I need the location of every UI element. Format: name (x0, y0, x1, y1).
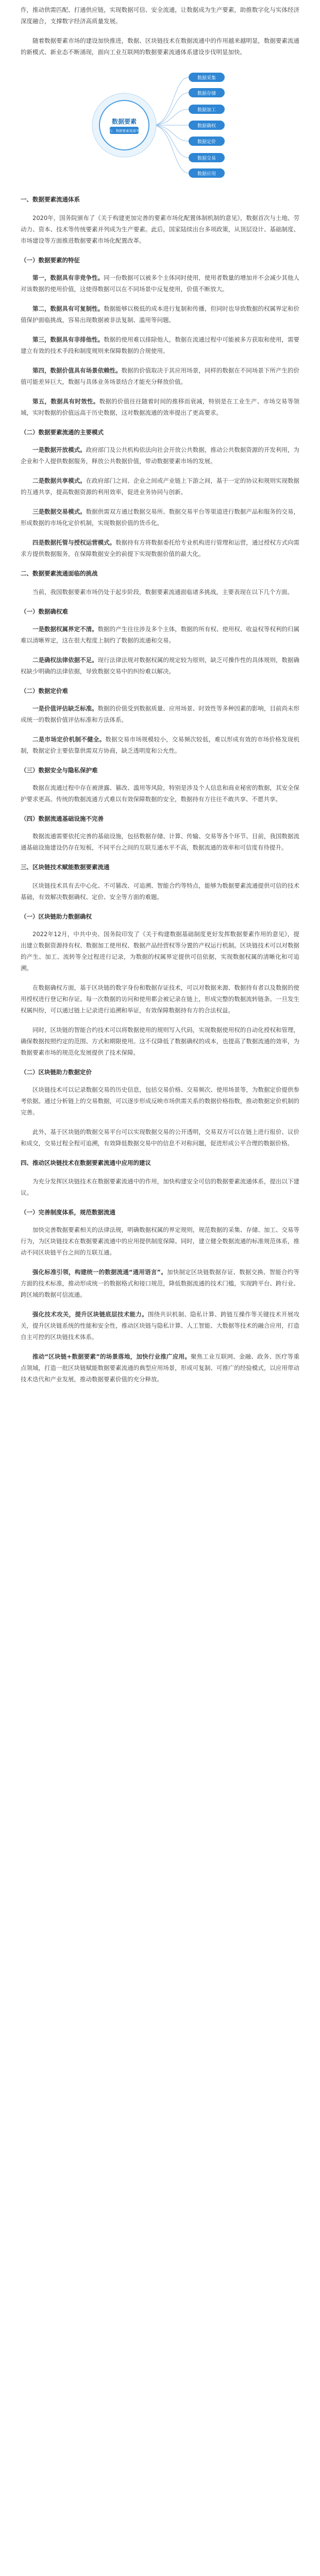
paragraph-text: 围绕共识机制、隐私计算、跨链互操作等关键技术开展攻关，提升区块链系统的性能和安全性，推动区块链与隐私计算、人工智能、大数据等技术的融合应用，打造自主可控的区块链技术体系。 (21, 1311, 300, 1341)
paragraph-lead: 强化技术攻关，提升区块链底层技术能力。 (32, 1311, 148, 1318)
paragraph: 加快完善数据要素相关的法律法规，明确数据权属的界定规则，规范数据的采集、存储、加工、交易等行为，为区块链技术在数据要素流通中的应用提供制度保障。同时，建立健全数据流通的标准规范体系，推动不同区块链平台之间的互联互通。 (21, 1226, 299, 1256)
paragraph-lead: 二是数据共享模式。 (32, 477, 86, 484)
paragraph (21, 272, 299, 295)
paragraph: 同时，区块链的智能合约技术可以将数据使用的规则写入代码，实现数据使用权的自动化授权和管理，确保数据按照约定的范围、方式和期限使用。这不仅降低了数据确权的成本，也提高了数据流通的效率，为数据要素市场的规范化发展提供了技术保障。 (21, 1026, 299, 1056)
subsection-heading: （二）数据要素流通的主要模式 (21, 429, 104, 436)
paragraph-text: 数据能够以极低的成本进行复制和传播，但同时也导致数据的权属界定和价值保护面临挑战，容易出现数据被非法复制、滥用等问题。 (21, 305, 300, 324)
diagram-node (189, 153, 225, 162)
paragraph: 区块链技术可以记录数据交易的历史信息，包括交易价格、交易频次、使用场景等，为数据定价提供参考依据。通过分析链上的交易数据，可以逐步形成反映市场供需关系的数据价格指数，推动数据定价机制的完善。 (21, 1086, 299, 1116)
paragraph-text: 聚焦工业互联网、金融、政务、医疗等重点领域，打造一批区块链赋能数据要素流通的典型应用场景，形成可复制、可推广的经验模式，以应用带动技术迭代和产业发展，推动数据要素价值的充分释放。 (21, 1353, 300, 1383)
data-flow-diagram (83, 66, 238, 184)
connector-lines (153, 77, 189, 173)
paragraph-lead: 二是市场定价机制不健全。 (32, 736, 106, 743)
diagram-node (189, 121, 225, 130)
paragraph (21, 623, 299, 646)
paragraph: 数据流通需要依托完善的基础设施，包括数据存储、计算、传输、交易等各个环节。目前，我国数据流通基础设施建设仍存在短板，不同平台之间的互联互通水平不高，数据流通的效率和可信度有待提升。 (21, 833, 299, 851)
paragraph-lead: 第一，数据具有非竞争性。 (32, 274, 104, 281)
subsection-heading: （一）数据确权难 (21, 608, 68, 615)
paragraph (21, 475, 299, 498)
paragraph (21, 654, 299, 677)
paragraph-text: 数据的价值往往随着时间的推移而衰减，特别是在工业生产、市场交易等领域，实时数据的价值远高于历史数据，这对数据流通的效率提出了更高要求。 (21, 398, 300, 416)
paragraph: 为充分发挥区块链技术在数据要素流通中的作用，加快构建安全可信的数据要素流通体系，提出以下建议。 (21, 1178, 299, 1196)
node-label: 数据确权 (197, 124, 216, 129)
paragraph-lead: 一是数据开放模式。 (32, 446, 86, 453)
node-label: 数据采集 (197, 76, 216, 81)
paragraph-text: 现行法律法规对数据权属的规定较为原则，缺乏可操作性的具体规则，数据确权缺少明确的法律依据，导致数据交易中的纠纷难以解决。 (21, 656, 299, 675)
paragraph (21, 1351, 299, 1385)
node-label: 数据存储 (197, 91, 216, 96)
subsection-heading: （四）数据流通基础设施不完善 (21, 815, 104, 822)
paragraph (21, 365, 299, 387)
paragraph (21, 1266, 299, 1300)
paragraph-lead: 第四，数据价值具有场景依赖性。 (32, 367, 122, 374)
paragraph-lead: 强化标准引领，构建统一的数据流通“通用语言”。 (32, 1268, 167, 1276)
subsection-heading: （二）区块链助力数据定价 (21, 1069, 92, 1076)
paragraph-lead: 一是数据权属界定不清。 (32, 625, 98, 633)
paragraph-text: 数据的使用难以排除他人，数据在流通过程中可能被多方获取和使用，需要建立有效的技术手段和制度规则来保障数据的合规使用。 (21, 336, 300, 354)
paragraph-text: 数据持有方将数据委托给专业机构进行管理和运营，通过授权方式向需求方提供数据服务，在保障数据安全的前提下实现数据价值的最大化。 (21, 539, 300, 557)
paragraph (21, 1309, 299, 1343)
paragraph: 2022年12月，中共中央、国务院印发了《关于构建数据基础制度更好发挥数据要素作用的意见》，提出建立数据资源持有权、数据加工使用权、数据产品经营权等分置的产权运行机制。区块链技术可以对数据的产生、加工、流转等全过程进行记录，为数据的权属界定提供可信依据，实现数据权属的清晰化和可追溯。 (21, 930, 299, 972)
paragraph: 此外，基于区块链的数据交易平台可以实现数据交易的公开透明，交易双方可以在链上进行报价、议价和成交，交易过程全程可追溯，有效降低数据交易中的信息不对称问题，促进形成公平合理的数据价格。 (21, 1128, 299, 1147)
diagram-node (189, 137, 225, 146)
section-heading: 一、数据要素流通体系 (21, 196, 80, 203)
diagram-svg (83, 66, 238, 184)
paragraph (21, 703, 299, 725)
paragraph-text: 数据的价值受到数据质量、应用场景、时效性等多种因素的影响，目前尚未形成统一的数据价值评估标准和方法体系。 (21, 705, 299, 723)
paragraph (21, 506, 299, 529)
center-subtitle: 算力、数据要素流通平台 (105, 129, 143, 133)
paragraph-lead: 一是价值评估缺乏标准。 (32, 705, 98, 712)
intro-paragraph-1: 作，推动供需匹配、打通供应链，实现数据可信、安全流通，让数据成为生产要素，助推数字化与实体经济深度融合，支撑数字经济高质量发展。 (21, 6, 299, 25)
center-title: 数据要素 (111, 118, 137, 125)
paragraph (21, 444, 299, 467)
diagram-node (189, 168, 225, 178)
paragraph-lead: 第三，数据具有非排他性。 (32, 336, 104, 343)
diagram-node (189, 73, 225, 82)
paragraph-text: 加快制定区块链数据存证、数据交换、智能合约等方面的技术标准，推动形成统一的数据格式和接口规范，降低数据流通的技术门槛，实现跨平台、跨行业、跨区域的数据可信流通。 (21, 1268, 299, 1298)
paragraph: 当前，我国数据要素市场仍处于起步阶段，数据要素流通面临诸多挑战，主要表现在以下几个方面。 (32, 588, 293, 596)
paragraph-lead: 第二，数据具有可复制性。 (32, 305, 104, 312)
paragraph-text: 同一份数据可以被多个主体同时使用，使用者数量的增加并不会减少其他人对该数据的使用价值，这使得数据可以在不同场景中反复使用，价值不断放大。 (21, 274, 300, 293)
paragraph-lead: 二是确权法律依据不足。 (32, 656, 98, 664)
paragraph-lead: 推动“区块链+数据要素”的场景落地，加快行业推广应用。 (32, 1353, 191, 1360)
section-heading: 四、推动区块链技术在数据要素流通中应用的建议 (21, 1159, 151, 1166)
paragraph (21, 303, 299, 326)
subsection-heading: （三）数据安全与隐私保护难 (21, 767, 98, 774)
subsection-heading: （一）完善制度体系，规范数据流通 (21, 1209, 115, 1216)
node-label: 数据定价 (197, 140, 216, 145)
paragraph-text: 数据的价值取决于其应用场景，同样的数据在不同场景下所产生的价值可能差异巨大，数据与具体业务场景结合才能充分释放价值。 (21, 367, 299, 385)
node-label: 数据交易 (197, 156, 216, 161)
paragraph: 在数据确权方面，基于区块链的数字身份和数据存证技术，可以对数据来源、数据持有者以及数据的使用授权进行登记和存证。每一次数据的访问和使用都会被记录在链上，形成完整的数据流转链条。一旦发生权属纠纷，可以通过链上记录进行追溯和举证，有效保障数据持有方的合法权益。 (21, 984, 299, 1014)
paragraph-text: 数据供需双方通过数据交易所、数据交易平台等渠道进行数据产品和服务的交易，形成数据的市场化定价机制，实现数据价值的货币化。 (21, 508, 300, 527)
diagram-node (189, 105, 225, 114)
center-circle (99, 100, 149, 150)
paragraph (21, 537, 299, 560)
node-label: 数据应用 (197, 172, 216, 177)
paragraph: 区块链技术具有去中心化、不可篡改、可追溯、智能合约等特点，能够为数据要素流通提供可信的技术基础，有效解决数据确权、定价、安全等方面的难题。 (21, 882, 299, 901)
paragraph-lead: 三是数据交易模式。 (32, 508, 86, 515)
intro-paragraph-2: 随着数据要素市场的建设加快推进，数据、区块链技术在数据流通中的作用越来越明显，数据要素流通的新模式、新业态不断涌现，面向工业互联网的数据要素流通体系建设步伐明显加快。 (21, 37, 299, 56)
paragraph: 数据在流通过程中存在被泄露、篡改、滥用等风险，特别是涉及个人信息和商业秘密的数据，其安全保护要求更高。传统的数据流通方式难以有效保障数据的安全，数据持有方往往不敢共享、不愿共享。 (21, 784, 299, 803)
paragraph-lead: 四是数据托管与授权运营模式。 (32, 539, 116, 546)
paragraph-text: 在政府部门之间、企业之间或产业链上下游之间，基于一定的协议和规则实现数据的互通共享，提高数据资源的利用效率，促进业务协同与创新。 (21, 477, 300, 496)
subsection-heading: （一）数据要素的特征 (21, 257, 80, 264)
paragraph: 2020年，国务院颁布了《关于构建更加完善的要素市场化配置体制机制的意见》，数据首次与土地、劳动力、资本、技术等传统要素并列成为生产要素。此后，国家陆续出台多项政策，从顶层设计、基础制度、市场建设等方面推进数据要素市场化配置改革。 (21, 214, 300, 244)
paragraph-text: 政府部门及公共机构依法向社会开放公共数据，推动公共数据资源的开发利用，为企业和个人提供数据服务，释放公共数据价值，带动数据要素市场的发展。 (21, 446, 300, 465)
subsection-heading: （二）数据定价难 (21, 687, 68, 694)
diagram-node (189, 88, 225, 97)
section-heading: 三、区块链技术赋能数据要素流通 (21, 863, 110, 871)
paragraph-text: 数据的产生往往涉及多个主体，数据的所有权、使用权、收益权等权利的归属难以清晰界定，这在很大程度上制约了数据的流通和交易。 (21, 625, 299, 644)
paragraph (21, 334, 299, 357)
subsection-heading: （一）区块链助力数据确权 (21, 913, 92, 920)
section-heading: 二、数据要素流通面临的挑战 (21, 570, 98, 577)
paragraph (21, 734, 299, 756)
paragraph-lead: 第五，数据具有时效性。 (32, 398, 99, 405)
paragraph-text: 数据交易市场规模较小，交易频次较低，难以形成有效的市场价格发现机制，数据定价主要依靠供需双方协商，缺乏透明度和公允性。 (21, 736, 300, 754)
paragraph (21, 396, 299, 418)
node-label: 数据加工 (197, 108, 216, 113)
